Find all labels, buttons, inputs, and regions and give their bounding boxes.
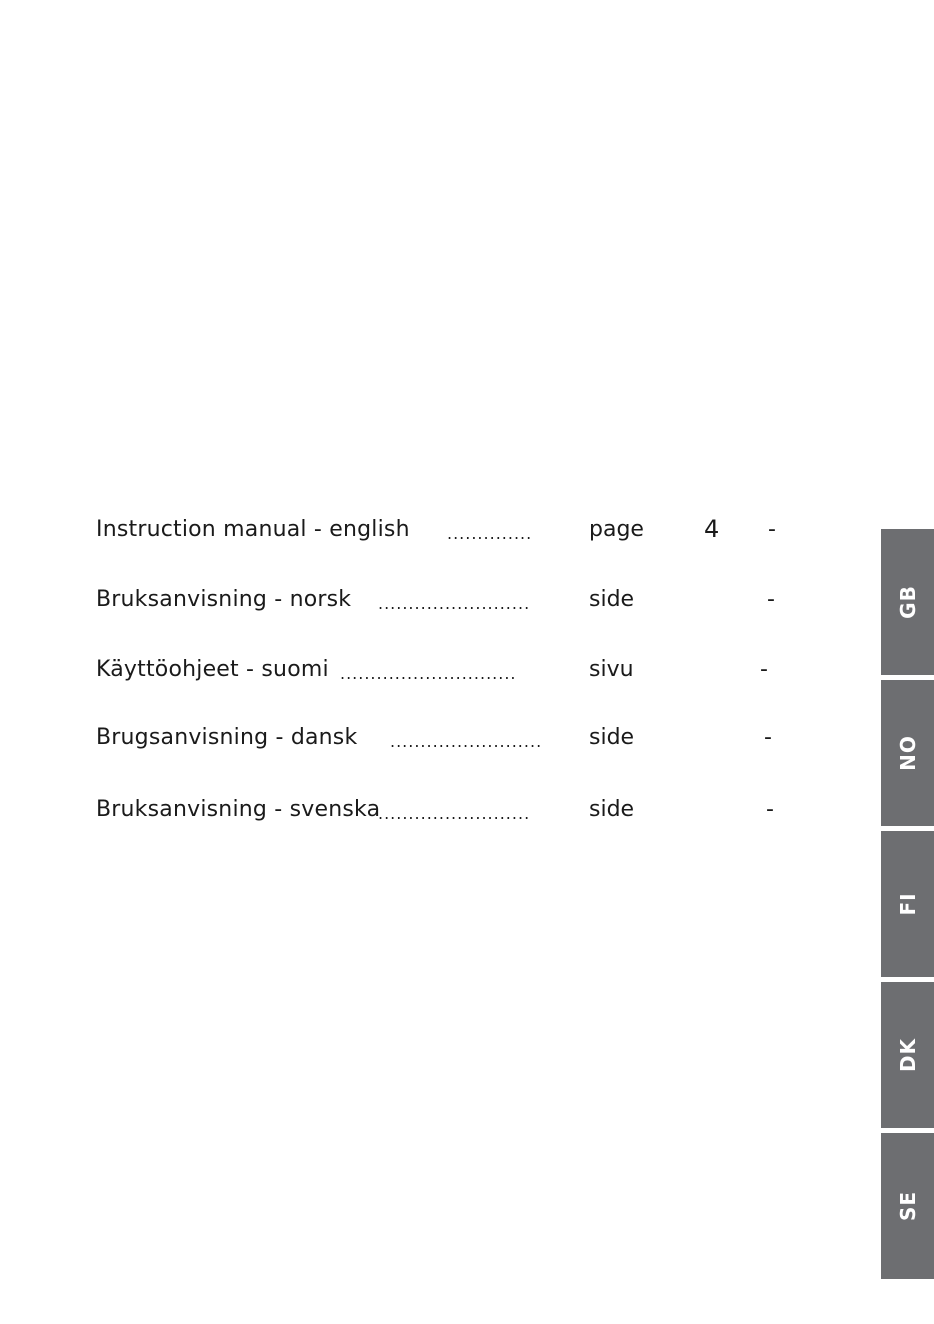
toc-dash: - xyxy=(764,725,772,750)
tab-label: FI xyxy=(895,892,920,916)
tab-label: DK xyxy=(895,1037,920,1073)
toc-leader-dots: ......................... xyxy=(378,804,531,823)
tab-se[interactable] xyxy=(881,1133,934,1279)
toc-page-word: side xyxy=(589,797,635,822)
toc-dash: - xyxy=(766,797,774,822)
toc-row-norsk[interactable] xyxy=(0,587,870,621)
tab-dk[interactable] xyxy=(881,982,934,1128)
toc-dash: - xyxy=(767,587,775,612)
toc-row-svenska[interactable] xyxy=(0,797,870,831)
toc-leader-dots: ......................... xyxy=(390,732,543,751)
toc-leader-dots: .............. xyxy=(447,524,533,543)
toc-title: Instruction manual - english xyxy=(96,517,410,542)
toc-row-suomi[interactable] xyxy=(0,657,870,691)
toc-page-word: side xyxy=(589,725,635,750)
toc-page-word: page xyxy=(589,517,644,542)
toc-page-number: 4 xyxy=(704,515,720,543)
toc-dash: - xyxy=(768,517,776,542)
tab-gb[interactable] xyxy=(881,529,934,675)
toc-page-word: sivu xyxy=(589,657,634,682)
tab-label: SE xyxy=(895,1190,920,1222)
tab-label: GB xyxy=(895,585,920,619)
toc-title: Käyttöohjeet - suomi xyxy=(96,657,329,682)
toc-title: Bruksanvisning - svenska xyxy=(96,797,381,822)
toc-title: Bruksanvisning - norsk xyxy=(96,587,352,612)
tab-fi[interactable] xyxy=(881,831,934,977)
toc-dash: - xyxy=(760,657,768,682)
tab-label: NO xyxy=(895,735,920,771)
toc-page-word: side xyxy=(589,587,635,612)
toc-row-dansk[interactable] xyxy=(0,725,870,759)
tab-no[interactable] xyxy=(881,680,934,826)
toc-row-english[interactable] xyxy=(0,517,870,551)
toc-leader-dots: ............................. xyxy=(340,664,517,683)
toc-leader-dots: ......................... xyxy=(378,594,531,613)
toc-title: Brugsanvisning - dansk xyxy=(96,725,358,750)
